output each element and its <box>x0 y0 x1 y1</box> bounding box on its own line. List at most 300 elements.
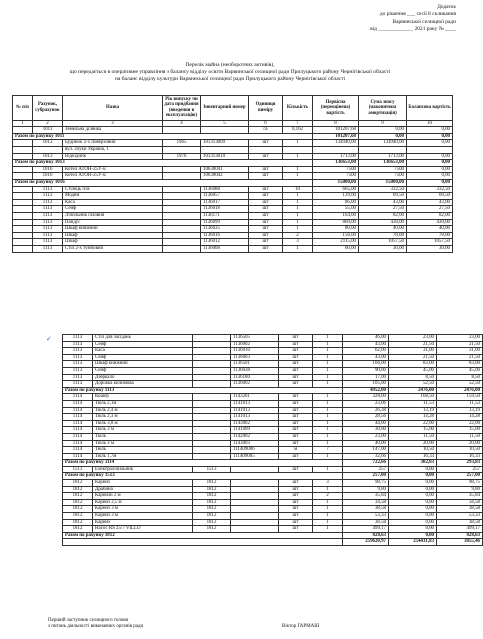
table-cell <box>163 186 201 193</box>
column-number-row <box>13 120 453 127</box>
table-cell <box>201 127 249 134</box>
table-cell: Дзеркало <box>93 374 193 381</box>
table-cell: 1136002 <box>231 381 279 388</box>
table-cell: шт <box>249 206 283 213</box>
table-cell <box>13 166 33 173</box>
table-cell: 1113 <box>33 199 63 206</box>
table-cell: 1 <box>313 407 343 414</box>
table-cell <box>163 239 201 246</box>
table-cell <box>163 199 201 206</box>
table-cell: 7 <box>313 447 343 454</box>
table-cell: 38,58 <box>437 519 483 526</box>
table-cell: 8,50 <box>437 374 483 381</box>
table-cell: шт <box>279 427 313 434</box>
table-cell: 828,63 <box>343 532 389 539</box>
table-cell: 1114 <box>63 394 93 401</box>
table-cell: 1113 <box>33 206 63 213</box>
table-cell: 1113 <box>33 212 63 219</box>
table-cell: 34,58 <box>437 499 483 506</box>
table-cell: 80,00 <box>313 226 359 233</box>
table-cell: Котел АТОН-25У-Е <box>63 173 163 180</box>
table-cell: 69,50 <box>407 193 453 200</box>
total-row <box>13 133 453 140</box>
column-header: Кількість <box>283 96 313 121</box>
table-cell: 1 <box>313 420 343 427</box>
table-row <box>63 440 483 447</box>
table-cell: Шкаф <box>63 232 163 239</box>
table-cell: 21,50 <box>437 354 483 361</box>
table-row <box>63 506 483 513</box>
table-cell: 1114 <box>63 440 93 447</box>
table-cell: 1 <box>313 354 343 361</box>
table-cell: шт <box>279 486 313 493</box>
table-cell: Тюль 2,4 м <box>93 407 193 414</box>
table-cell: 1812 <box>193 506 231 513</box>
table-cell: Тюль <box>93 447 193 454</box>
table-cell: 1812 <box>193 493 231 500</box>
table-cell: 1113 <box>33 193 63 200</box>
table-cell <box>193 394 231 401</box>
table-cell: 1013 <box>33 140 63 147</box>
table-cell: 1141013 <box>231 414 279 421</box>
table-cell: 1113 <box>33 232 63 239</box>
table-cell: 2476,00 <box>437 387 483 394</box>
table-cell: 1136057 <box>201 193 249 200</box>
table-row <box>13 147 453 154</box>
table-cell <box>13 206 33 213</box>
table-cell: 46,00 <box>343 335 389 342</box>
table-cell: 166,00 <box>343 361 389 368</box>
table-cell: 1057,50 <box>359 239 407 246</box>
table-cell: Сейф <box>93 354 193 361</box>
table-cell: 1113 <box>33 239 63 246</box>
table-cell: 43,00 <box>407 199 453 206</box>
table-cell: 1136505 <box>231 335 279 342</box>
table-cell: 0,00 <box>407 166 453 173</box>
table-row <box>63 407 483 414</box>
table-cell: 0,00 <box>389 532 437 539</box>
table-cell: 23,00 <box>389 335 437 342</box>
table-row <box>13 232 453 239</box>
table-cell: 82,00 <box>407 212 453 219</box>
table-row <box>63 526 483 533</box>
column-number: 3 <box>63 120 163 127</box>
total-label: Разом по рахунку 1113 <box>63 387 343 394</box>
table-cell <box>193 374 231 381</box>
table-cell <box>163 147 201 154</box>
table-cell <box>13 173 33 180</box>
table-cell <box>163 206 201 213</box>
table-cell: 1965 <box>163 140 201 147</box>
table-cell: Карниз 3 м <box>93 506 193 513</box>
table-cell: 1 <box>313 381 343 388</box>
table-row <box>63 486 483 493</box>
table-cell: 0,00 <box>407 127 453 134</box>
table-cell: 328,00 <box>343 394 389 401</box>
table-cell: 30,00 <box>343 427 389 434</box>
table-cell: 7500 <box>313 166 359 173</box>
table-cell: 1 <box>283 140 313 147</box>
table-cell: 53,33 <box>437 513 483 520</box>
table-cell: 1113 <box>33 245 63 252</box>
table-cell: 30,00 <box>407 245 453 252</box>
table-cell: 45,00 <box>389 367 437 374</box>
table-cell: 1113 <box>63 348 93 355</box>
table-cell: 2476,00 <box>389 387 437 394</box>
table-row <box>63 341 483 348</box>
table-row <box>63 480 483 487</box>
table-cell: 0,00 <box>389 473 437 480</box>
table-cell: 27,50 <box>407 206 453 213</box>
table-cell: Шкаф книжний <box>63 226 163 233</box>
table-cell: 1 <box>313 506 343 513</box>
table-cell: 665,00 <box>313 186 359 193</box>
table-cell: 1 <box>313 466 343 473</box>
table-cell: 86,00 <box>313 199 359 206</box>
table-cell <box>231 486 279 493</box>
table-cell: 1 <box>313 361 343 368</box>
table-cell <box>193 361 231 368</box>
table-cell: Тюль 1,7м <box>93 453 193 460</box>
table-cell: 11,50 <box>437 433 483 440</box>
table-cell: 111409005 <box>231 453 279 460</box>
table-cell: 101207,68 <box>313 127 359 134</box>
table-cell: 722,66 <box>343 460 389 467</box>
table-cell: Тюль 3,8 м <box>93 420 193 427</box>
column-header: Інвентарний номер <box>201 96 249 121</box>
table-cell: 27,50 <box>359 206 407 213</box>
table-cell: Стіл 2-х тумбовий <box>63 245 163 252</box>
table-cell: 1136002 <box>231 341 279 348</box>
table-cell <box>193 354 231 361</box>
table-cell: Кошер <box>93 394 193 401</box>
table-cell <box>231 480 279 487</box>
column-header: Назва <box>63 96 163 121</box>
table-cell: 15,00 <box>437 427 483 434</box>
table-cell: 1812 <box>193 499 231 506</box>
table-cell: 2 <box>313 493 343 500</box>
header-line: до рішення ___ сесії 8 скликання <box>379 11 456 18</box>
table-cell <box>163 219 201 226</box>
table-cell: шт <box>249 186 283 193</box>
table-row <box>63 367 483 374</box>
table-cell: 21,50 <box>389 341 437 348</box>
table-cell: 136653,00 <box>359 160 407 167</box>
table-cell: шт <box>249 193 283 200</box>
table-cell: 15000,00 <box>313 179 359 186</box>
table-cell: 43,00 <box>343 341 389 348</box>
table-cell: 1 <box>313 486 343 493</box>
table-cell: шт <box>279 433 313 440</box>
table-cell: Стілець п/м <box>63 186 163 193</box>
table-cell: 55,00 <box>313 206 359 213</box>
table-cell: 1812 <box>63 506 93 513</box>
table-row <box>13 219 453 226</box>
table-cell: 15,00 <box>389 427 437 434</box>
table-cell <box>231 466 279 473</box>
table-cell: шт <box>279 513 313 520</box>
table-cell: 1 <box>283 212 313 219</box>
table-cell: 1 <box>313 499 343 506</box>
table-cell: 1812 <box>63 519 93 526</box>
table-cell: 9,80 <box>437 486 483 493</box>
table-cell: 22,00 <box>437 420 483 427</box>
table-cell: 430,00 <box>359 219 407 226</box>
table-cell: 26,38 <box>343 407 389 414</box>
table-row <box>63 499 483 506</box>
table-cell <box>13 219 33 226</box>
table-cell: Тюль 2,3 м <box>93 414 193 421</box>
table-cell: Насос RS 25/7 VILLO <box>93 526 193 533</box>
table-cell: 1142002 <box>231 433 279 440</box>
table-cell: Модем <box>63 193 163 200</box>
total-row <box>13 179 453 186</box>
table-cell: шт <box>249 212 283 219</box>
table-cell: шт <box>249 245 283 252</box>
title-line-1: Перелік майна (необоротних активів), <box>185 62 275 68</box>
table-cell: шт <box>279 407 313 414</box>
table-cell: 1513 <box>193 466 231 473</box>
table-cell: 10630041 <box>201 166 249 173</box>
table-cell <box>13 127 33 134</box>
table-cell <box>13 147 33 154</box>
table-cell: шт <box>279 506 313 513</box>
table-cell: Карниз 2,5 м <box>93 499 193 506</box>
table-cell: 1114 <box>63 407 93 414</box>
table-row <box>13 186 453 193</box>
table-cell: 1 <box>283 245 313 252</box>
column-header: Одиниця виміру <box>249 96 283 121</box>
table-cell <box>231 493 279 500</box>
table-cell: шт <box>279 341 313 348</box>
table-cell: 31,00 <box>437 348 483 355</box>
table-cell: Стіл для засідань <box>93 335 193 342</box>
table-cell <box>231 526 279 533</box>
table-cell: 1013 <box>33 153 63 160</box>
column-number: 6 <box>249 120 283 127</box>
table-cell: 1136088 <box>201 186 249 193</box>
table-cell: 60,00 <box>313 245 359 252</box>
table-cell: Каса <box>93 348 193 355</box>
table-cell: 134940,00 <box>313 140 359 147</box>
table-cell: 1713,00 <box>359 153 407 160</box>
table-cell: шт <box>279 499 313 506</box>
table-cell: га <box>249 127 283 134</box>
table-cell <box>231 519 279 526</box>
table-cell: 139,00 <box>313 193 359 200</box>
table-cell: Електролічильник <box>93 466 193 473</box>
table-cell: 164,00 <box>313 212 359 219</box>
table-cell <box>231 499 279 506</box>
table-cell <box>13 199 33 206</box>
table-cell <box>193 335 231 342</box>
table-row <box>63 427 483 434</box>
table-cell: 23,06 <box>343 400 389 407</box>
table-cell: 40,00 <box>359 226 407 233</box>
table-cell: 1113 <box>63 381 93 388</box>
total-row <box>63 473 483 480</box>
column-number: 10 <box>407 120 453 127</box>
table-cell <box>13 232 33 239</box>
table-cell: 38,58 <box>343 519 389 526</box>
table-row <box>63 400 483 407</box>
assets-table-top <box>12 95 452 253</box>
table-cell: 1 <box>313 513 343 520</box>
table-cell: 168,50 <box>389 394 437 401</box>
table-cell <box>163 245 201 252</box>
table-cell: шт <box>279 493 313 500</box>
table-cell: Шкаф <box>63 239 163 246</box>
table-cell: 1113 <box>63 367 93 374</box>
header-line: Варвинської селищної ради <box>392 18 456 25</box>
table-row <box>13 193 453 200</box>
table-cell: 32,66 <box>343 453 389 460</box>
total-row <box>63 387 483 394</box>
table-cell: 0,00 <box>389 506 437 513</box>
table-cell: 1812 <box>193 513 231 520</box>
table-cell: 0,00 <box>407 140 453 147</box>
table-cell: 0,00 <box>389 486 437 493</box>
table-cell: шт <box>279 466 313 473</box>
total-row <box>13 160 453 167</box>
table-cell: 332,50 <box>359 186 407 193</box>
table-cell: 13,19 <box>437 407 483 414</box>
table-cell: 14,28 <box>389 414 437 421</box>
table-cell: шт <box>279 335 313 342</box>
table-cell <box>193 453 231 460</box>
table-cell <box>231 513 279 520</box>
total-row <box>63 539 483 546</box>
table-cell: 332,50 <box>407 186 453 193</box>
table-cell: шт <box>279 414 313 421</box>
table-cell: 11,50 <box>389 433 437 440</box>
table-cell: 293,83 <box>437 460 483 467</box>
table-cell: шт <box>279 420 313 427</box>
table-cell: Шкаф книжний <box>93 361 193 368</box>
table-cell: Карнизи 2 м <box>93 493 193 500</box>
table-cell: 10 <box>283 186 313 193</box>
table-cell: 1 <box>313 427 343 434</box>
table-cell: 257 <box>343 466 389 473</box>
column-number: 7 <box>283 120 313 127</box>
table-cell <box>193 420 231 427</box>
table-cell: 1812 <box>193 486 231 493</box>
column-number: 2 <box>33 120 63 127</box>
table-row <box>63 414 483 421</box>
table-cell: 2115,00 <box>313 239 359 246</box>
table-cell: 1136010 <box>231 348 279 355</box>
table-cell: 1143201 <box>231 394 279 401</box>
total-label: Разом по рахунку 1011 <box>13 133 313 140</box>
table-cell: вул. Злуки Україна, 1 <box>63 147 163 154</box>
table-cell <box>193 400 231 407</box>
table-cell: 16,33 <box>437 453 483 460</box>
table-cell <box>163 232 201 239</box>
table-cell: 1114 <box>63 453 93 460</box>
table-cell: Карниз <box>93 519 193 526</box>
table-cell: 1 <box>313 526 343 533</box>
table-cell: 1136035 <box>201 226 249 233</box>
table-cell: 1136099 <box>201 219 249 226</box>
table-cell: Каса <box>63 199 163 206</box>
table-cell <box>13 153 33 160</box>
table-cell: 1143003 <box>231 440 279 447</box>
table-cell: Сейф <box>93 367 193 374</box>
table-cell: 1 <box>313 394 343 401</box>
table-cell: шт <box>249 239 283 246</box>
table-cell: 44,00 <box>343 420 389 427</box>
table-cell: 11,53 <box>437 400 483 407</box>
table-row <box>63 433 483 440</box>
header-line: від _____________ 2021 року № ____ <box>370 26 456 33</box>
table-cell <box>201 147 249 154</box>
table-cell: 1 <box>313 414 343 421</box>
total-label: Разом по рахунку 1016 <box>13 179 313 186</box>
table-cell: 159,50 <box>437 394 483 401</box>
table-row <box>63 374 483 381</box>
table-cell: шт <box>279 348 313 355</box>
table-cell: 16,33 <box>389 453 437 460</box>
table-cell: 0,00 <box>389 466 437 473</box>
table-cell: 0,00 <box>407 153 453 160</box>
table-cell: 828,63 <box>437 532 483 539</box>
table-cell: 10630042 <box>201 173 249 180</box>
table-row <box>13 166 453 173</box>
table-cell: 23,00 <box>343 433 389 440</box>
table-row <box>13 140 453 147</box>
table-cell: 23,00 <box>437 335 483 342</box>
table-cell: 1713,00 <box>313 153 359 160</box>
table-row <box>63 519 483 526</box>
table-cell: 43,00 <box>359 199 407 206</box>
table-cell: 147,00 <box>343 447 389 454</box>
table-cell: 1113 <box>33 226 63 233</box>
table-cell: шт <box>279 361 313 368</box>
table-cell: 1 <box>283 173 313 180</box>
table-cell: Доріжка килимова <box>93 381 193 388</box>
table-cell: 1114 <box>63 414 93 421</box>
table-cell <box>163 173 201 180</box>
table-cell: 1 <box>313 341 343 348</box>
table-cell <box>193 407 231 414</box>
table-cell: 1 <box>283 206 313 213</box>
table-cell: 69,50 <box>359 193 407 200</box>
table-cell: 1812 <box>63 486 93 493</box>
table-cell: Сейф <box>93 341 193 348</box>
table-cell: шт <box>249 199 283 206</box>
table-cell: 1 <box>283 226 313 233</box>
table-cell <box>193 341 231 348</box>
table-cell: 2 <box>283 232 313 239</box>
table-cell: 82,00 <box>359 212 407 219</box>
table-cell: Карниз <box>93 480 193 487</box>
table-cell: 1812 <box>63 499 93 506</box>
table-cell: 1 <box>313 374 343 381</box>
column-number: 1 <box>13 120 33 127</box>
column-header: Рахунок, субрахунок <box>33 96 63 121</box>
total-row <box>63 532 483 539</box>
table-cell <box>13 140 33 147</box>
table-cell: 3855,46 <box>437 539 483 546</box>
total-label: Разом по рахунку 1013 <box>13 160 313 167</box>
table-cell: 38,58 <box>343 506 389 513</box>
table-cell: 83,00 <box>437 361 483 368</box>
table-cell: 31,00 <box>389 348 437 355</box>
total-row <box>63 460 483 467</box>
table-cell: 1011 <box>33 127 63 134</box>
table-cell: 1812 <box>193 526 231 533</box>
table-cell: 1057,50 <box>407 239 453 246</box>
